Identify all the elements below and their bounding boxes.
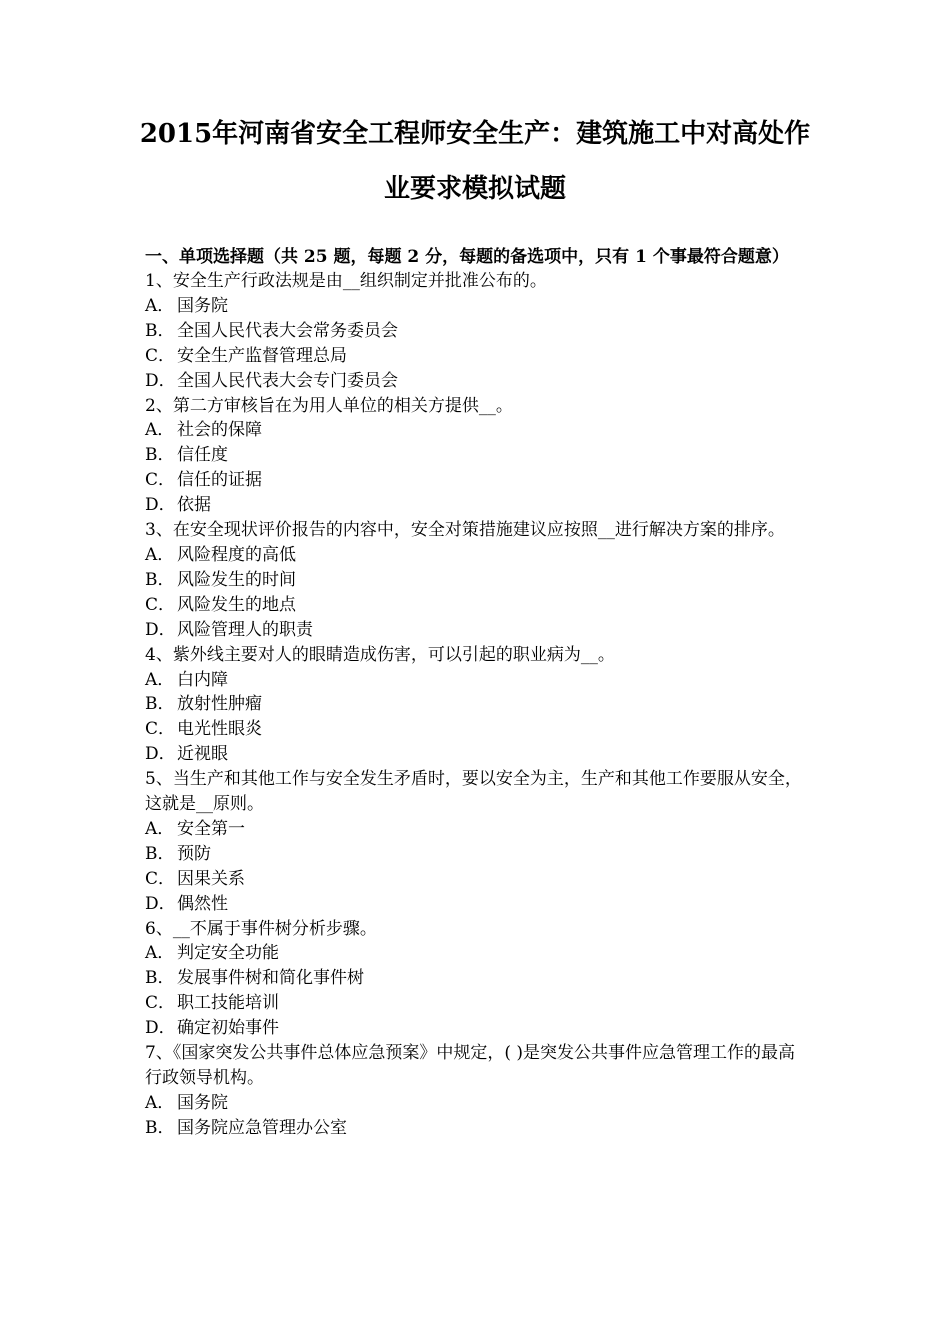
- answer-option: [145, 344, 810, 369]
- answer-option: [145, 568, 810, 593]
- document-body: [145, 245, 810, 1141]
- option-text: 社会的保障: [177, 420, 262, 441]
- question-1: [145, 269, 810, 394]
- answer-option: [145, 294, 810, 319]
- option-text: 国务院: [177, 295, 228, 316]
- question-7: [145, 1041, 810, 1141]
- option-text: 国务院应急管理办公室: [177, 1117, 347, 1138]
- option-letter: C．: [145, 594, 176, 615]
- option-text: 职工技能培训: [177, 993, 279, 1014]
- answer-option: [145, 468, 810, 493]
- option-text: 放射性肿瘤: [177, 694, 262, 715]
- option-letter: C．: [145, 719, 176, 740]
- question-list: [145, 269, 810, 1141]
- option-letter: C．: [145, 993, 176, 1014]
- question-text: 1、安全生产行政法规是由__组织制定并批准公布的。: [145, 271, 547, 291]
- section-header: 一、单项选择题（共 25 题，每题 2 分，每题的备选项中，只有 1 个事最符合题意）: [145, 247, 789, 267]
- option-letter: D．: [145, 495, 176, 516]
- answer-option: [145, 817, 810, 842]
- option-text: 偶然性: [177, 893, 228, 914]
- question-6: [145, 917, 810, 1042]
- option-letter: D．: [145, 1018, 176, 1039]
- option-text: 风险程度的高低: [177, 544, 296, 565]
- option-letter: B．: [145, 1117, 175, 1138]
- option-text: 因果关系: [177, 868, 245, 889]
- answer-option: [145, 941, 810, 966]
- option-letter: A．: [145, 943, 175, 964]
- option-text: 全国人民代表大会常务委员会: [177, 320, 398, 341]
- option-letter: B．: [145, 843, 175, 864]
- option-letter: A．: [145, 818, 175, 839]
- question-text: 6、__不属于事件树分析步骤。: [145, 918, 377, 939]
- question-text: 4、紫外线主要对人的眼睛造成伤害，可以引起的职业病为__。: [145, 644, 615, 665]
- option-text: 近视眼: [177, 744, 228, 765]
- answer-option: [145, 966, 810, 991]
- answer-option: [145, 369, 810, 394]
- option-text: 国务院: [177, 1092, 228, 1113]
- option-text: 风险发生的时间: [177, 569, 296, 590]
- option-letter: D．: [145, 619, 176, 640]
- answer-option: [145, 618, 810, 643]
- question-text: 2、第二方审核旨在为用人单位的相关方提供__。: [145, 395, 513, 416]
- answer-option: [145, 867, 810, 892]
- answer-option: [145, 742, 810, 767]
- answer-option: [145, 717, 810, 742]
- option-letter: C．: [145, 345, 176, 366]
- answer-option: [145, 1091, 810, 1116]
- document-title-line-1: 2015年河南省安全工程师安全生产：建筑施工中对高处作: [139, 119, 811, 149]
- option-letter: B．: [145, 320, 175, 341]
- option-letter: B．: [145, 569, 175, 590]
- answer-option: [145, 493, 810, 518]
- option-letter: D．: [145, 744, 176, 765]
- option-text: 信任度: [177, 445, 228, 466]
- answer-option: [145, 842, 810, 867]
- answer-option: [145, 892, 810, 917]
- option-letter: B．: [145, 968, 175, 989]
- answer-option: [145, 991, 810, 1016]
- document-title-line-2: 业要求模拟试题: [383, 174, 566, 204]
- answer-option: [145, 593, 810, 618]
- option-letter: A．: [145, 544, 175, 565]
- option-letter: A．: [145, 669, 175, 690]
- question-text: 5、当生产和其他工作与安全发生矛盾时，要以安全为主，生产和其他工作要服从安全，这就是__原则。: [145, 769, 802, 815]
- option-text: 安全生产监督管理总局: [177, 345, 347, 366]
- option-text: 发展事件树和简化事件树: [177, 968, 364, 989]
- question-5: [145, 767, 810, 916]
- option-text: 确定初始事件: [177, 1018, 279, 1039]
- option-letter: B．: [145, 445, 175, 466]
- answer-option: [145, 443, 810, 468]
- option-text: 信任的证据: [177, 470, 262, 491]
- answer-option: [145, 1116, 810, 1141]
- option-text: 电光性眼炎: [177, 719, 262, 740]
- option-text: 依据: [177, 495, 211, 516]
- answer-option: [145, 668, 810, 693]
- option-letter: A．: [145, 420, 175, 441]
- option-letter: C．: [145, 470, 176, 491]
- question-text: 7、《国家突发公共事件总体应急预案》中规定，( )是突发公共事件应急管理工作的最高行政领导机构。: [145, 1043, 795, 1088]
- option-text: 风险管理人的职责: [177, 619, 313, 640]
- option-text: 安全第一: [177, 818, 245, 839]
- option-letter: D．: [145, 893, 176, 914]
- option-text: 预防: [177, 843, 211, 864]
- option-letter: B．: [145, 694, 175, 715]
- answer-option: [145, 319, 810, 344]
- question-3: [145, 518, 810, 643]
- question-4: [145, 643, 810, 768]
- option-letter: C．: [145, 868, 176, 889]
- option-text: 白内障: [177, 669, 228, 690]
- answer-option: [145, 1016, 810, 1041]
- answer-option: [145, 692, 810, 717]
- option-text: 全国人民代表大会专门委员会: [177, 370, 398, 391]
- question-text: 3、在安全现状评价报告的内容中，安全对策措施建议应按照__进行解决方案的排序。: [145, 520, 785, 541]
- option-letter: A．: [145, 295, 175, 316]
- option-text: 判定安全功能: [177, 943, 279, 964]
- answer-option: [145, 418, 810, 443]
- question-2: [145, 394, 810, 519]
- option-text: 风险发生的地点: [177, 594, 296, 615]
- option-letter: A．: [145, 1092, 175, 1113]
- option-letter: D．: [145, 370, 176, 391]
- answer-option: [145, 543, 810, 568]
